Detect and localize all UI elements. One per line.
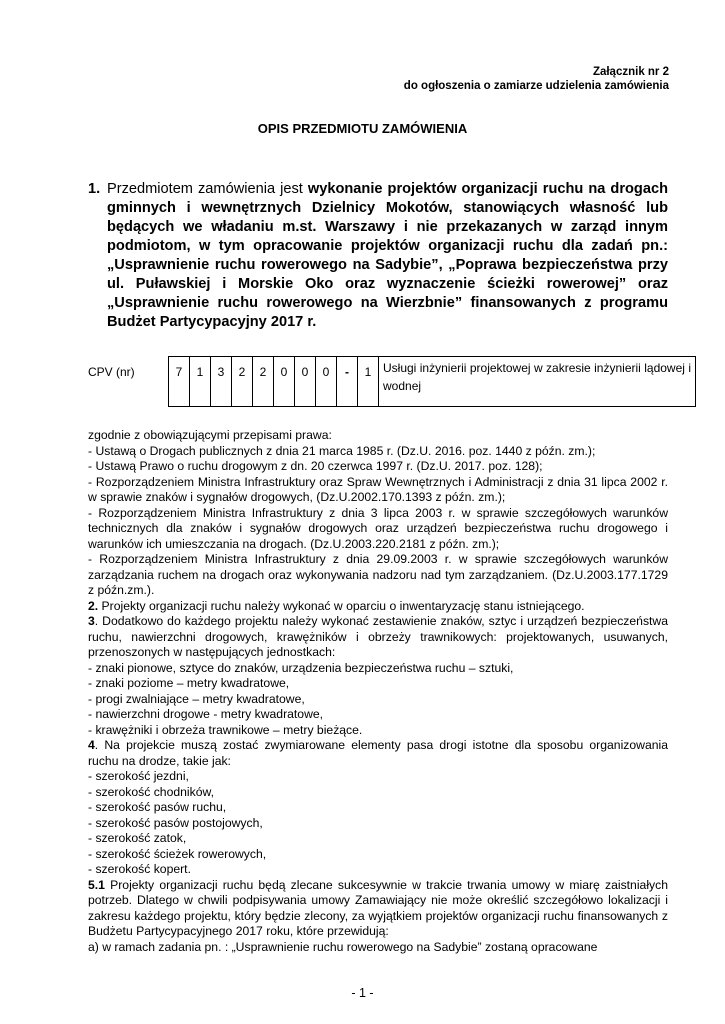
attachment-number: Załącznik nr 2 xyxy=(592,66,669,78)
paragraph-4 xyxy=(88,738,668,769)
paragraph-2-text: Projekty organizacji ruchu należy wykonać w oparciu o inwentaryzację stanu istniejącego. xyxy=(98,598,585,613)
body-text xyxy=(88,428,668,955)
cpv-digit: 0 xyxy=(274,357,295,407)
cpv-label: CPV (nr) xyxy=(88,364,135,379)
paragraph-5-1-number: 5.1 xyxy=(88,877,105,892)
cpv-table xyxy=(88,356,696,407)
legal-item: - Ustawą Prawo o ruchu drogowym z dn. 20 czerwca 1997 r. (Dz.U. 2017. poz. 128); xyxy=(88,459,543,473)
section-1-intro: Przedmiotem zamówienia jest xyxy=(107,181,308,197)
paragraph-5-1-a: a) w ramach zadania pn. : „Usprawnienie ruchu rowerowego na Sadybie” zostaną opracowane xyxy=(88,939,598,954)
list-item: - szerokość kopert. xyxy=(88,862,191,876)
section-1-subject: wykonanie projektów organizacji ruchu na drogach gminnych i wewnętrznych Dzielnicy Mokotów, stanowiących własność lub będących we władaniu m.st. Warszawy i nie przekazanych w zarząd innym podmiotom, w tym opracowanie projektów organizacji ruchu dla zadań pn.: „Usprawnienie ruchu rowerowego na Sadybie”, „Poprawa bezpieczeństwa przy ul. Puławskiej i Morskie Oko oraz wyznaczenie ścieżki rowerowej” oraz „Usprawnienie ruchu rowerowego na Wierzbnie” finansowanych z programu Budżet Partycypacyjny 2017 r. xyxy=(107,181,668,330)
cpv-digit: 0 xyxy=(316,357,337,407)
paragraph-2-number: 2. xyxy=(88,598,99,613)
cpv-digit: 2 xyxy=(253,357,274,407)
paragraph-3 xyxy=(88,614,668,661)
legal-item: - Rozporządzeniem Ministra Infrastruktury oraz Spraw Wewnętrznych i Administracji z dnia 31 lipca 2002 r. w sprawie znaków i sygnałów drogowych, (Dz.U.2002.170.1393 z późn. zm.); xyxy=(88,474,668,504)
paragraph-4-number: 4 xyxy=(88,738,95,752)
list-item: - szerokość zatok, xyxy=(88,831,187,845)
legal-item: - Ustawą o Drogach publicznych z dnia 21 marca 1985 r. (Dz.U. 2016. poz. 1440 z późn. zm.); xyxy=(88,443,596,458)
paragraph-5-1-text: Projekty organizacji ruchu będą zlecane sukcesywnie w trakcie trwania umowy w miarę zaistniałych potrzeb. Dlatego w chwili podpisywania umowy Zamawiający nie może określić szczegółowo lokalizacji i zakresu każdego projektu, który będzie zlecony, za wyjątkiem projektów organizacji ruchu finansowanych z Budżetu Partycypacyjnego 2017 roku, które przewidują: xyxy=(88,877,668,938)
cpv-check-digit: 1 xyxy=(358,357,379,407)
paragraph-3-number: 3 xyxy=(88,614,95,628)
attachment-subtitle: do ogłoszenia o zamiarze udzielenia zamówienia xyxy=(403,80,669,92)
paragraph-4-text: . Na projekcie muszą zostać zwymiarowane elementy pasa drogi istotne dla sposobu organizowania ruchu na drodze, takie jak: xyxy=(88,738,668,768)
cpv-digit: 3 xyxy=(211,357,232,407)
section-1 xyxy=(88,180,668,332)
document-title: OPIS PRZEDMIOTU ZAMÓWIENIA xyxy=(257,121,468,136)
list-item: - znaki pionowe, sztyce do znaków, urządzenia bezpieczeństwa ruchu – sztuki, xyxy=(88,660,514,675)
list-item: - krawężniki i obrzeża trawnikowe – metry bieżące. xyxy=(88,722,363,737)
legal-intro: zgodnie z obowiązującymi przepisami prawa: xyxy=(88,428,332,442)
list-item: - nawierzchni drogowe - metry kwadratowe, xyxy=(88,707,324,721)
list-item: - szerokość jezdni, xyxy=(88,769,189,783)
paragraph-5-1 xyxy=(88,878,668,940)
legal-item: - Rozporządzeniem Ministra Infrastruktury z dnia 3 lipca 2003 r. w sprawie szczegółowych warunków technicznych dla znaków i sygnałów drogowych oraz urządzeń bezpieczeństwa ruchu drogowego i warunków ich umieszczania na drogach. (Dz.U.2003.220.2181 z późn. zm.); xyxy=(88,505,668,551)
paragraph-3-text: . Dodatkowo do każdego projektu należy wykonać zestawienie znaków, sztyc i urządzeń bezpieczeństwa ruchu, nawierzchni drogowych, krawężników i obrzeży trawnikowych: projektowanych, usuwanych, przenoszonych w następujących jednostkach: xyxy=(88,614,668,659)
list-item: - progi zwalniające – metry kwadratowe, xyxy=(88,691,305,706)
page-number: - 1 - xyxy=(351,986,374,1000)
paragraph-2 xyxy=(88,599,668,615)
cpv-digit: 7 xyxy=(169,357,190,407)
list-item: - szerokość pasów postojowych, xyxy=(88,815,263,830)
cpv-dash: - xyxy=(337,357,358,407)
cpv-digit: 2 xyxy=(232,357,253,407)
cpv-digit: 0 xyxy=(295,357,316,407)
list-item: - szerokość ścieżek rowerowych, xyxy=(88,846,267,861)
cpv-digit: 1 xyxy=(190,357,211,407)
legal-item: - Rozporządzeniem Ministra Infrastruktury z dnia 29.09.2003 r. w sprawie szczegółowych warunków zarządzania ruchem na drogach oraz wykonywania nadzoru nad tym zarządzaniem. (Dz.U.2003.177.1729 z późn.zm.). xyxy=(88,552,668,597)
list-item: - szerokość pasów ruchu, xyxy=(88,800,227,814)
list-item: - szerokość chodników, xyxy=(88,784,214,799)
section-1-number: 1. xyxy=(88,181,101,197)
list-item: - znaki poziome – metry kwadratowe, xyxy=(88,676,290,690)
cpv-description: Usługi inżynierii projektowej w zakresie inżynierii lądowej i wodnej xyxy=(379,357,696,407)
